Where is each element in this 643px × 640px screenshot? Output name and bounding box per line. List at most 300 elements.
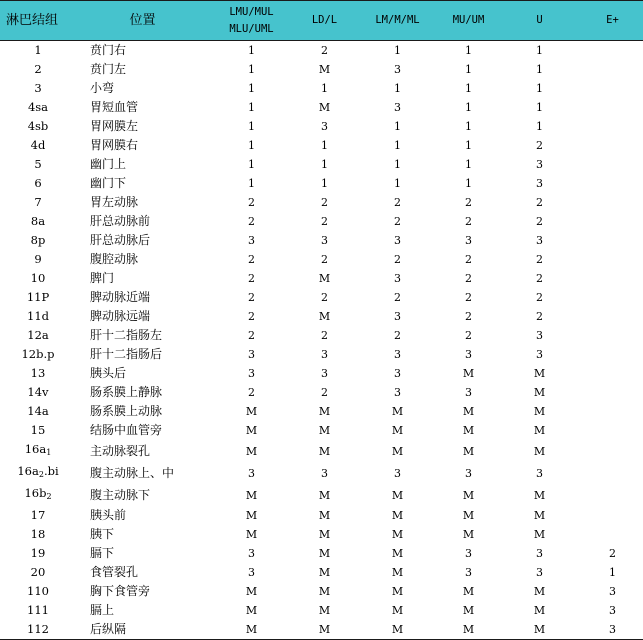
group-label: 16a	[24, 442, 47, 456]
cell-station-4: M	[462, 444, 475, 458]
cell-station-1: M	[245, 424, 258, 437]
cell-group	[0, 345, 76, 364]
cell-position: 肝十二指肠后	[90, 347, 163, 361]
cell-station-5: M	[533, 444, 546, 458]
cell-group	[0, 544, 76, 563]
cell-station-4: 1	[465, 139, 472, 152]
cell-station-2: 2	[321, 215, 328, 228]
cell-position: 结肠中血管旁	[90, 423, 163, 437]
group-label: 4sb	[27, 119, 49, 133]
cell-station-5: M	[533, 604, 546, 617]
cell-station-3: M	[391, 585, 404, 598]
cell-group	[0, 440, 76, 462]
cell-station-6	[582, 288, 643, 307]
header-lmu-mul-line1: LMU/MUL	[229, 5, 274, 18]
header-row	[0, 1, 643, 41]
cell-station-6	[582, 364, 643, 383]
cell-station-5: 1	[536, 101, 543, 114]
cell-group	[0, 41, 76, 61]
header-position: 位置	[76, 1, 209, 41]
cell-station-6	[582, 117, 643, 136]
cell-station-4: 1	[465, 177, 472, 190]
cell-group	[0, 326, 76, 345]
cell-station-6	[582, 506, 643, 525]
cell-station-5: 1	[536, 44, 543, 57]
cell-station-3: 3	[394, 234, 401, 247]
cell-station-6	[582, 212, 643, 231]
cell-group	[0, 462, 76, 484]
cell-station-4: 2	[465, 329, 472, 342]
cell-station-5: M	[497, 620, 582, 640]
cell-station-5: 2	[536, 253, 543, 266]
cell-position: 脾门	[90, 271, 115, 285]
cell-station-1: 2	[248, 310, 255, 323]
cell-station-1: 3	[248, 466, 255, 480]
table-row	[0, 582, 643, 601]
cell-station-6	[582, 155, 643, 174]
group-label: 7	[34, 195, 42, 209]
header-e-plus: E+	[582, 1, 643, 41]
cell-group	[0, 288, 76, 307]
table-row	[0, 155, 643, 174]
cell-group	[0, 79, 76, 98]
cell-station-4: 2	[465, 196, 472, 209]
table-row	[0, 231, 643, 250]
cell-station-3: 2	[394, 291, 401, 304]
cell-position: 腹腔动脉	[90, 252, 139, 266]
group-label: 10	[30, 271, 46, 285]
cell-group	[0, 117, 76, 136]
cell-station-6: 2	[609, 547, 616, 560]
cell-station-2: M	[318, 566, 331, 579]
group-label: 110	[27, 584, 49, 598]
cell-station-3: 3	[394, 63, 401, 76]
cell-station-3: 3	[394, 348, 401, 361]
cell-station-6	[582, 41, 643, 61]
cell-station-3: M	[391, 547, 404, 560]
cell-station-5: 1	[536, 63, 543, 76]
cell-station-6	[582, 174, 643, 193]
cell-group	[0, 212, 76, 231]
cell-group	[0, 269, 76, 288]
cell-station-3: M	[355, 620, 440, 640]
cell-group	[0, 174, 76, 193]
group-label: 5	[34, 157, 42, 171]
table-row	[0, 269, 643, 288]
cell-group	[0, 193, 76, 212]
cell-station-2: 3	[321, 466, 328, 480]
group-label: 14v	[27, 385, 49, 399]
cell-group	[0, 601, 76, 620]
cell-station-1: 2	[248, 329, 255, 342]
cell-station-5: M	[533, 528, 546, 541]
cell-station-6	[582, 345, 643, 364]
cell-station-2: 3	[321, 367, 328, 380]
group-label: 8a	[30, 214, 46, 228]
cell-position: 胰头后	[90, 366, 127, 380]
cell-station-1: 2	[248, 272, 255, 285]
cell-group	[0, 136, 76, 155]
cell-station-3: 3	[394, 466, 401, 480]
cell-station-4: 1	[465, 63, 472, 76]
cell-position: 肝总动脉后	[90, 233, 151, 247]
cell-station-1: 2	[248, 196, 255, 209]
cell-station-3: 3	[394, 101, 401, 114]
table-row	[0, 345, 643, 364]
cell-station-4: 3	[465, 466, 472, 480]
cell-station-4: 1	[465, 158, 472, 171]
cell-station-1: M	[245, 604, 258, 617]
cell-station-4: 3	[465, 386, 472, 399]
cell-position: 腹主动脉上、中	[90, 465, 175, 480]
cell-station-5: M	[533, 386, 546, 399]
cell-station-5: 2	[536, 196, 543, 209]
cell-station-1: 1	[248, 177, 255, 190]
cell-position: 幽门下	[90, 176, 127, 190]
cell-station-3: M	[391, 444, 404, 458]
cell-group	[0, 307, 76, 326]
cell-group	[0, 620, 76, 640]
table-row	[0, 620, 643, 640]
header-lmu-mul-line2: MLU/UML	[229, 22, 274, 35]
cell-station-2: M	[318, 604, 331, 617]
cell-station-3: 3	[394, 310, 401, 323]
cell-station-5: 3	[536, 348, 543, 361]
cell-position: 胃短血管	[90, 100, 139, 114]
table-row	[0, 402, 643, 421]
cell-station-6	[582, 79, 643, 98]
group-label: 15	[30, 423, 46, 437]
cell-station-1: 3	[248, 348, 255, 361]
cell-station-1: 1	[248, 63, 255, 76]
cell-station-5: M	[533, 405, 546, 418]
header-ld-l: LD/L	[294, 1, 355, 41]
table-row	[0, 440, 643, 462]
group-label: 13	[30, 366, 46, 380]
cell-station-1: 1	[248, 44, 255, 57]
cell-position: 食管裂孔	[90, 565, 139, 579]
cell-station-2: 1	[321, 177, 328, 190]
header-group: 淋巴结组	[0, 1, 76, 41]
cell-station-5: 2	[536, 215, 543, 228]
cell-position: 肝总动脉前	[90, 214, 151, 228]
table-row	[0, 601, 643, 620]
cell-station-3: 1	[394, 82, 401, 95]
cell-station-6	[582, 98, 643, 117]
cell-station-4: 3	[465, 566, 472, 579]
cell-station-1: M	[245, 405, 258, 418]
cell-station-1: 1	[248, 101, 255, 114]
cell-station-5: 1	[536, 82, 543, 95]
table-row	[0, 544, 643, 563]
cell-station-6	[582, 440, 643, 462]
cell-station-1: 2	[248, 215, 255, 228]
cell-station-6	[582, 402, 643, 421]
table-row	[0, 563, 643, 582]
cell-station-3: 3	[394, 386, 401, 399]
table-row	[0, 288, 643, 307]
cell-station-6	[582, 307, 643, 326]
cell-station-3: M	[391, 566, 404, 579]
cell-station-2: 3	[321, 120, 328, 133]
table-header	[0, 1, 643, 41]
cell-station-2: M	[318, 585, 331, 598]
cell-station-1: M	[245, 444, 258, 458]
cell-station-2: M	[318, 310, 331, 323]
group-label: 4d	[30, 138, 46, 152]
cell-station-4: M	[440, 620, 497, 640]
cell-station-5: 3	[536, 566, 543, 579]
group-label: 112	[27, 622, 49, 636]
table-row	[0, 60, 643, 79]
cell-station-3: M	[391, 528, 404, 541]
cell-station-6	[582, 231, 643, 250]
cell-station-3: M	[391, 509, 404, 522]
group-label: 6	[34, 176, 42, 190]
cell-group	[0, 402, 76, 421]
cell-station-6: 1	[609, 566, 616, 579]
cell-station-4: M	[462, 585, 475, 598]
table-row	[0, 525, 643, 544]
cell-station-4: 2	[465, 215, 472, 228]
cell-position: 肠系膜上静脉	[90, 385, 163, 399]
cell-station-1: M	[245, 509, 258, 522]
cell-station-3: 2	[394, 196, 401, 209]
cell-group	[0, 525, 76, 544]
cell-station-1: 1	[248, 139, 255, 152]
group-label: 18	[30, 527, 46, 541]
cell-station-4: 1	[465, 82, 472, 95]
cell-station-2: M	[318, 405, 331, 418]
cell-station-3: 2	[394, 215, 401, 228]
cell-station-6	[582, 462, 643, 484]
cell-station-5: 3	[536, 234, 543, 247]
cell-station-4: 1	[465, 101, 472, 114]
cell-station-5: M	[533, 488, 546, 502]
cell-station-4: 2	[465, 291, 472, 304]
cell-station-5: 2	[536, 139, 543, 152]
cell-group	[0, 364, 76, 383]
cell-position: 后纵隔	[76, 620, 209, 640]
cell-station-5: 1	[536, 120, 543, 133]
table-row	[0, 383, 643, 402]
cell-station-2: 2	[321, 291, 328, 304]
cell-station-5: 2	[536, 291, 543, 304]
group-label: 16a	[17, 464, 39, 478]
table-row	[0, 117, 643, 136]
cell-position: 胰下	[90, 527, 115, 541]
cell-station-1: 3	[248, 367, 255, 380]
cell-station-2: 2	[321, 386, 328, 399]
table-row	[0, 484, 643, 506]
cell-station-3: M	[391, 405, 404, 418]
cell-station-6	[582, 525, 643, 544]
cell-station-2: 2	[321, 44, 328, 57]
cell-station-4: 1	[465, 120, 472, 133]
cell-station-2: 2	[321, 253, 328, 266]
cell-station-5: 3	[536, 177, 543, 190]
group-label: 3	[34, 81, 42, 95]
cell-station-4: 2	[465, 310, 472, 323]
cell-station-4: 3	[465, 547, 472, 560]
cell-station-1: 1	[248, 120, 255, 133]
cell-position: 主动脉裂孔	[90, 443, 151, 458]
cell-station-5: M	[533, 424, 546, 437]
cell-station-3: 2	[394, 253, 401, 266]
cell-station-1: 2	[248, 386, 255, 399]
cell-station-4: M	[462, 367, 475, 380]
cell-station-2: 1	[321, 139, 328, 152]
cell-station-6: 3	[609, 604, 616, 617]
cell-station-1: 2	[248, 291, 255, 304]
cell-station-2: M	[318, 547, 331, 560]
cell-station-1: M	[245, 528, 258, 541]
cell-station-3: 1	[394, 158, 401, 171]
table-row	[0, 212, 643, 231]
cell-station-6	[582, 326, 643, 345]
group-label: 1	[34, 43, 42, 57]
cell-station-4: M	[462, 424, 475, 437]
group-label: 111	[27, 603, 49, 617]
group-label: 20	[30, 565, 46, 579]
cell-position: 脾动脉近端	[90, 290, 151, 304]
cell-position: 胃网膜左	[90, 119, 139, 133]
cell-station-1: 2	[248, 253, 255, 266]
cell-position: 胸下食管旁	[90, 584, 151, 598]
cell-station-4: M	[462, 405, 475, 418]
cell-station-3: 1	[394, 139, 401, 152]
cell-group	[0, 582, 76, 601]
cell-station-2: 3	[321, 234, 328, 247]
group-label: 4sa	[27, 100, 49, 114]
group-label: 11d	[27, 309, 49, 323]
cell-station-6	[582, 383, 643, 402]
cell-station-5: 3	[536, 547, 543, 560]
cell-station-3: M	[391, 424, 404, 437]
cell-station-4: M	[462, 488, 475, 502]
table-row	[0, 364, 643, 383]
cell-group	[0, 421, 76, 440]
group-label: 8p	[30, 233, 46, 247]
cell-station-5: 2	[536, 310, 543, 323]
cell-station-6: 3	[609, 585, 616, 598]
cell-position: 贲门右	[90, 43, 127, 57]
cell-station-6	[582, 484, 643, 506]
cell-station-6	[582, 136, 643, 155]
cell-position: 腹主动脉下	[90, 487, 151, 502]
cell-station-3: 1	[394, 44, 401, 57]
cell-group	[0, 563, 76, 582]
table-row	[0, 421, 643, 440]
cell-station-1: 1	[248, 82, 255, 95]
cell-station-3: 1	[394, 177, 401, 190]
cell-position: 膈上	[90, 603, 115, 617]
cell-station-2: M	[318, 528, 331, 541]
cell-station-2: 3	[321, 348, 328, 361]
cell-station-3: M	[391, 488, 404, 502]
cell-position: 肝十二指肠左	[90, 328, 163, 342]
cell-station-6: 3	[582, 620, 643, 640]
cell-station-2: M	[318, 272, 331, 285]
cell-station-1: M	[245, 585, 258, 598]
header-lm-m-ml: LM/M/ML	[355, 1, 440, 41]
group-label: 12a	[27, 328, 49, 342]
cell-position: 膈下	[90, 546, 115, 560]
header-lmu-mul	[209, 1, 294, 41]
cell-station-3: 3	[394, 367, 401, 380]
cell-station-5: M	[533, 367, 546, 380]
cell-position: 贲门左	[90, 62, 127, 76]
header-u: U	[497, 1, 582, 41]
cell-group	[0, 60, 76, 79]
cell-station-2: 1	[321, 158, 328, 171]
table-row	[0, 136, 643, 155]
group-label: 19	[30, 546, 46, 560]
cell-station-4: 2	[465, 253, 472, 266]
cell-station-4: 1	[465, 44, 472, 57]
table-row	[0, 462, 643, 484]
cell-station-6	[582, 269, 643, 288]
cell-station-5: 3	[536, 158, 543, 171]
cell-station-6	[582, 193, 643, 212]
cell-group	[0, 383, 76, 402]
cell-station-3: M	[391, 604, 404, 617]
cell-station-3: 1	[394, 120, 401, 133]
cell-station-5: 3	[536, 329, 543, 342]
cell-station-2: M	[318, 488, 331, 502]
cell-station-1: 1	[248, 158, 255, 171]
table-row	[0, 506, 643, 525]
header-mu-um: MU/UM	[440, 1, 497, 41]
cell-position: 小弯	[90, 81, 115, 95]
table-row	[0, 174, 643, 193]
cell-station-6	[582, 60, 643, 79]
table-row	[0, 326, 643, 345]
cell-station-6	[582, 421, 643, 440]
cell-station-2: M	[318, 101, 331, 114]
cell-station-4: 3	[465, 348, 472, 361]
table-row	[0, 193, 643, 212]
cell-position: 胃网膜右	[90, 138, 139, 152]
cell-station-4: M	[462, 509, 475, 522]
group-subscript: 2	[38, 470, 44, 479]
table-row	[0, 79, 643, 98]
cell-station-5: M	[533, 509, 546, 522]
cell-position: 胃左动脉	[90, 195, 139, 209]
cell-station-5: 3	[536, 466, 543, 480]
cell-station-5: 2	[536, 272, 543, 285]
cell-station-2: 2	[321, 196, 328, 209]
cell-station-2: M	[318, 509, 331, 522]
cell-position: 脾动脉远端	[90, 309, 151, 323]
group-suffix: .bi	[43, 464, 59, 478]
cell-station-1: M	[245, 488, 258, 502]
table-row	[0, 307, 643, 326]
cell-station-2: 1	[321, 82, 328, 95]
cell-position: 胰头前	[90, 508, 127, 522]
group-label: 9	[34, 252, 42, 266]
cell-station-3: 3	[394, 272, 401, 285]
cell-group	[0, 98, 76, 117]
cell-position: 肠系膜上动脉	[90, 404, 163, 418]
cell-station-2: M	[294, 620, 355, 640]
cell-position: 幽门上	[90, 157, 127, 171]
group-label: 17	[30, 508, 46, 522]
table-row	[0, 41, 643, 61]
group-subscript: 2	[46, 492, 52, 501]
cell-station-2: M	[318, 63, 331, 76]
group-label: 12b.p	[21, 347, 55, 361]
